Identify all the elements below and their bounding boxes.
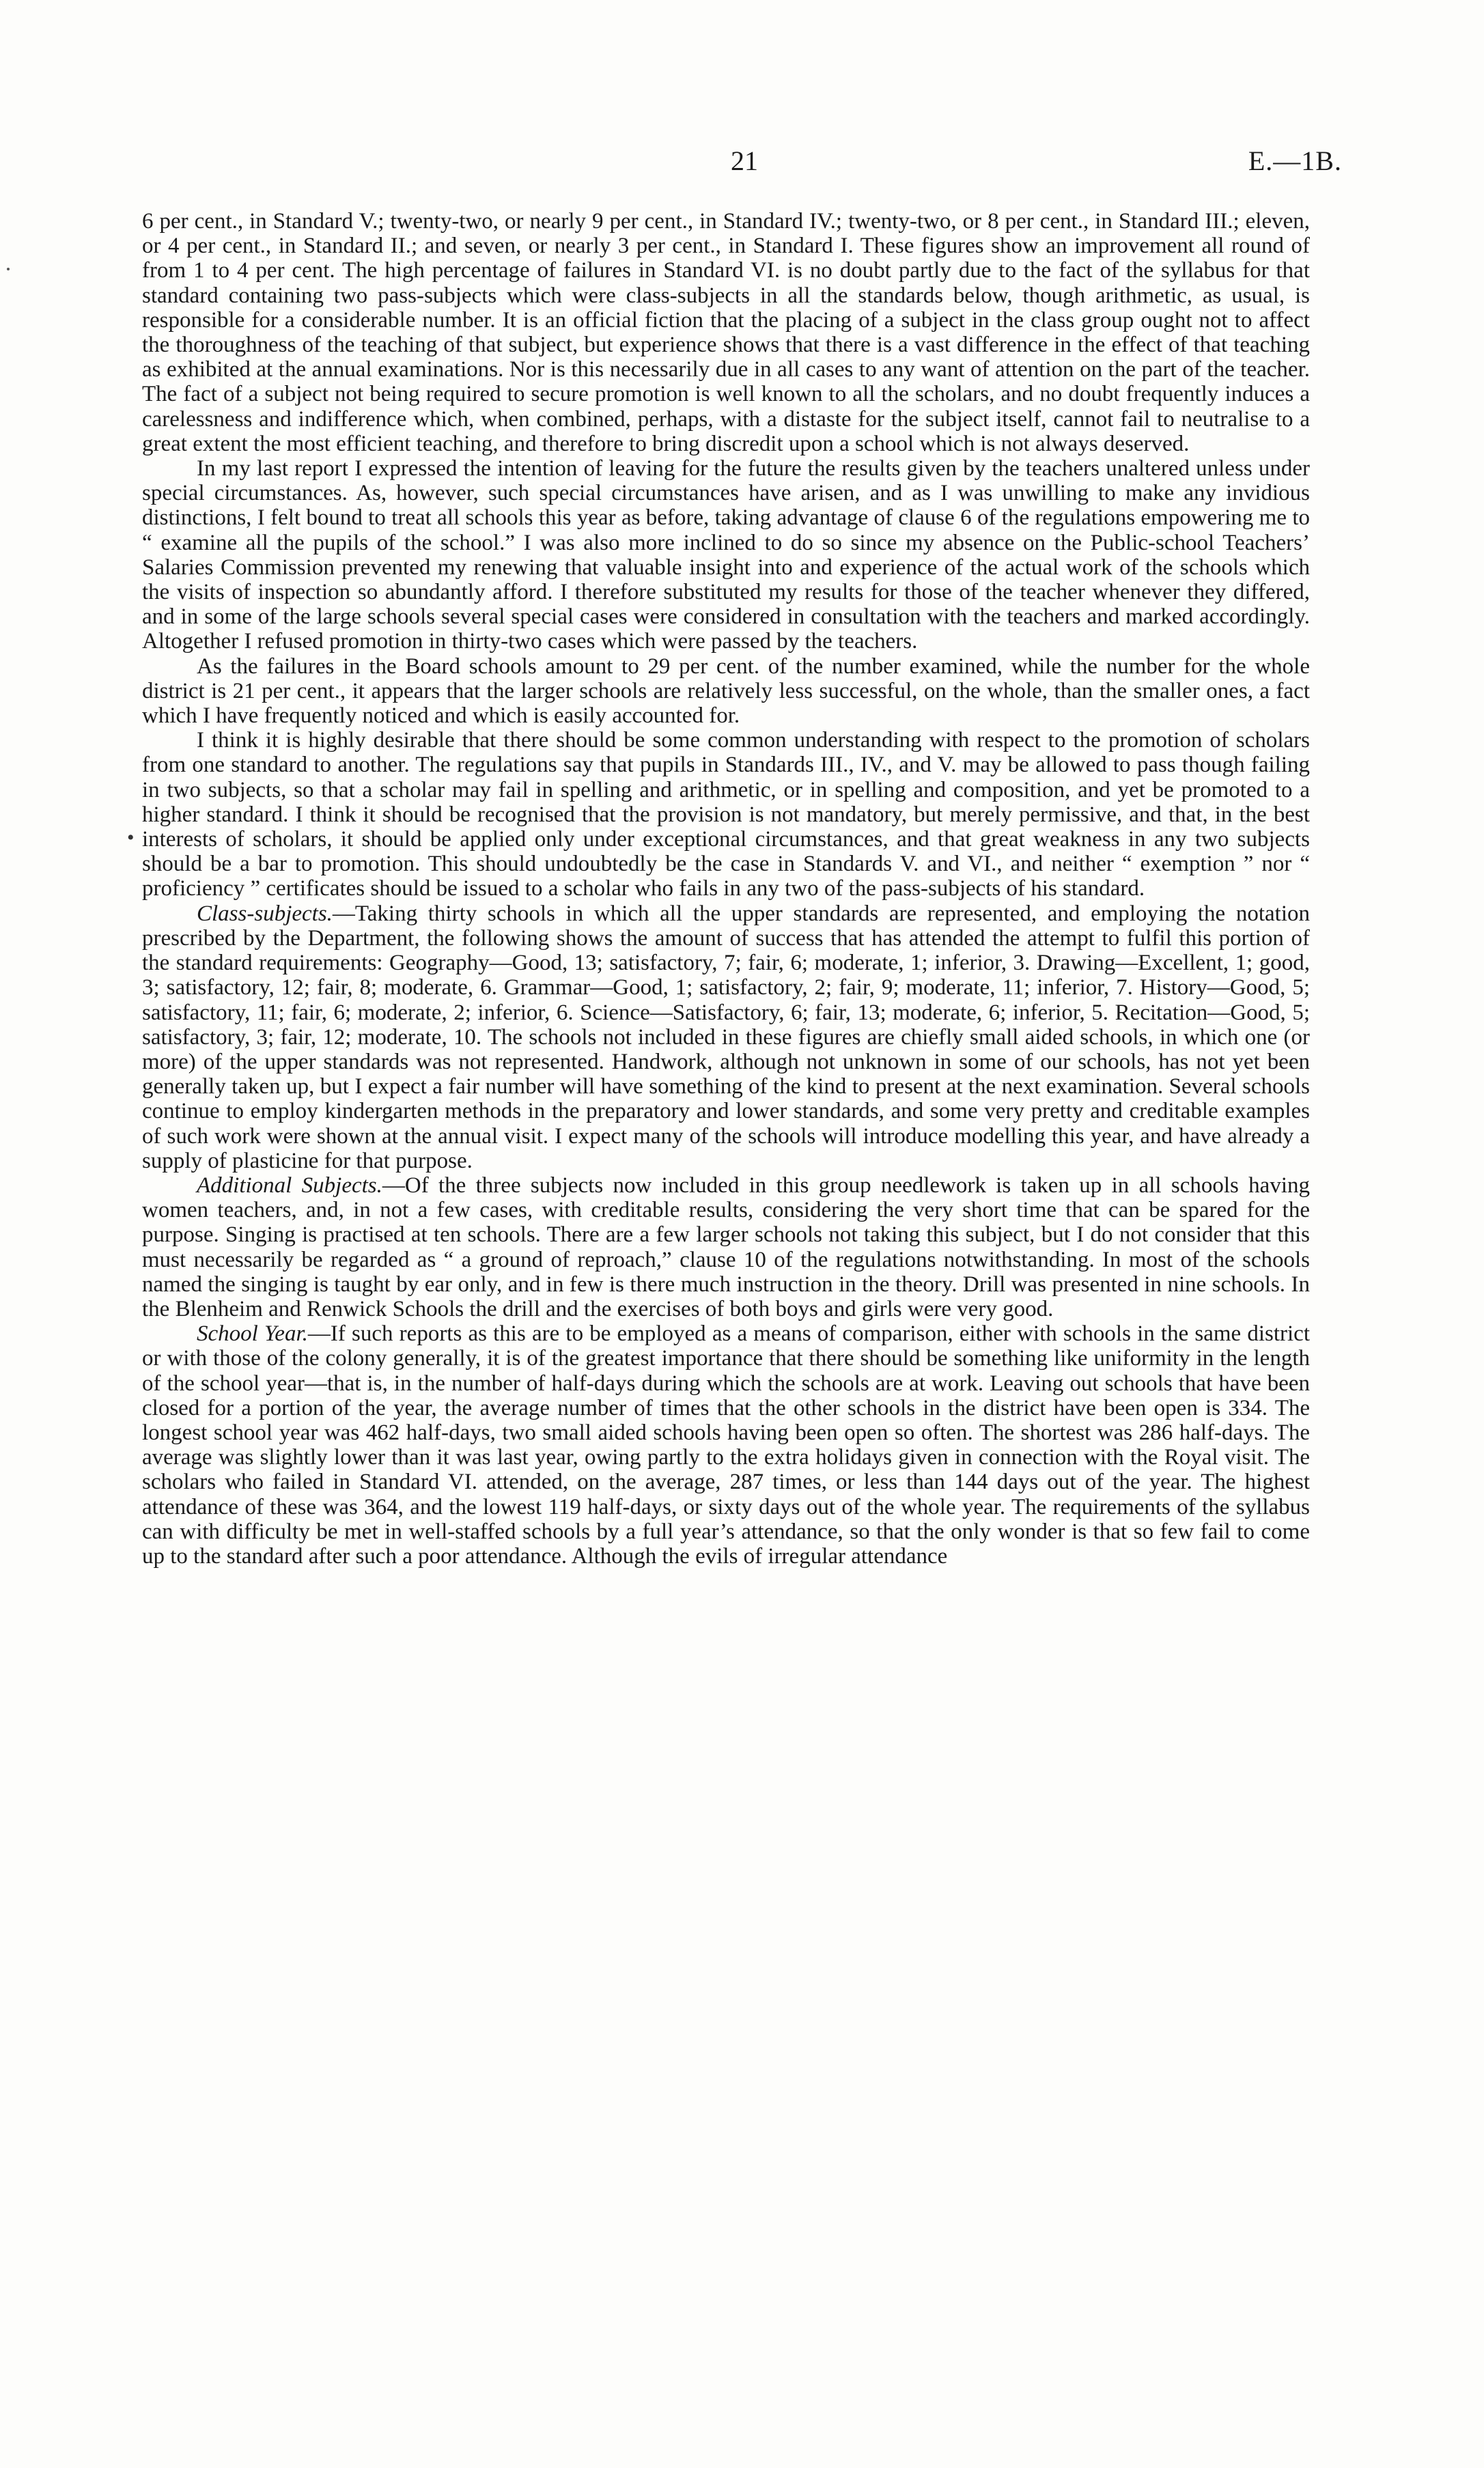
report-code: E.—1B.: [1248, 145, 1342, 176]
section-heading-class-subjects: Class-subjects.: [197, 901, 333, 926]
report-body: [142, 209, 1310, 1569]
paragraph-school-year: [142, 1321, 1310, 1569]
paragraph-text: As the failures in the Board schools amount to 29 per cent. of the number examined, while the number for the whole district is 21 per cent., it appears that the larger schools are relatively less successful, on the whole, than the smaller ones, a fact which I have frequently noticed and which is easily accounted for.: [142, 654, 1310, 729]
paragraph-text: In my last report I expressed the intention of leaving for the future the results given by the teachers unaltered unless under special circumstances. As, however, such special circumstances have arisen, and as I was unwilling to make any invidious distinctions, I felt bound to treat all schools this year as before, taking advantage of clause 6 of the regulations empowering me to “ examine all the pupils of the school.” I was also more inclined to do so since my absence on the Public-school Teachers’ Salaries Commission prevented my renewing that valuable insight into and experience of the actual work of the schools which the visits of inspection so abundantly afford. I therefore substituted my results for those of the teacher whenever they differed, and in some of the large schools several special cases were considered in consultation with the teachers and marked accordingly. Altogether I refused promotion in thirty-two cases which were passed by the teachers.: [142, 456, 1310, 654]
paragraph-standard-failures: [142, 209, 1310, 456]
scan-speck: [7, 268, 10, 270]
paragraph-text: I think it is highly desirable that there should be some common understanding with respect to the promotion of scholars from one standard to another. The regulations say that pupils in Standards III., IV., and V. may be allowed to pass though failing in two subjects, so that a scholar may fail in spelling and arithmetic, or in spelling and composition, and yet be promoted to a higher standard. I think it should be recognised that the provision is not mandatory, but merely permissive, and that, in the best interests of scholars, it should be applied only under exceptional circumstances, and that great weakness in any two subjects should be a bar to promotion. This should undoubtedly be the case in Standards V. and VI., and neither “ exemption ” nor “ proficiency ” certificates should be issued to a scholar who fails in any two of the pass-subjects of his standard.: [142, 728, 1310, 901]
paragraph-text: 6 per cent., in Standard V.; twenty-two, or nearly 9 per cent., in Standard IV.; twenty-two, or 8 per cent., in Standard III.; eleven, or 4 per cent., in Standard II.; and seven, or nearly 3 per cent., in Standard I. These figures show an improvement all round of from 1 to 4 per cent. The high percentage of failures in Standard VI. is no doubt partly due to the fact of the syllabus for that standard containing two pass-subjects which were class-subjects in all the standards below, though arithmetic, as usual, is responsible for a considerable number. It is an official fiction that the placing of a subject in the class group ought not to affect the thoroughness of the teaching of that subject, but experience shows that there is a vast difference in the effect of that teaching as exhibited at the annual examinations. Nor is this necessarily due in all cases to any want of attention on the part of the teacher. The fact of a subject not being required to secure promotion is well known to all the scholars, and no doubt frequently induces a carelessness and indifference which, when combined, perhaps, with a distaste for the subject itself, cannot fail to neutralise to a great extent the most efficient teaching, and therefore to bring discredit upon a school which is not always deserved.: [142, 209, 1310, 456]
paragraph-text: —If such reports as this are to be employed as a means of comparison, either with schools in the same district or with those of the colony generally, it is of the greatest importance that there should be something like uniformity in the length of the school year—that is, in the number of half-days during which the schools are at work. Leaving out schools that have been closed for a portion of the year, the average number of times that the other schools in the district have been open is 334. The longest school year was 462 half-days, two small aided schools having been open so often. The shortest was 286 half-days. The average was slightly lower than it was last year, owing partly to the extra holidays given in connection with the Royal visit. The scholars who failed in Standard VI. attended, on the average, 287 times, or less than 144 days out of the year. The highest attendance of these was 364, and the lowest 119 half-days, or sixty days out of the whole year. The requirements of the syllabus can with difficulty be met in well-staffed schools by a full year’s attendance, so that the only wonder is that so few fail to come up to the standard after such a poor attendance. Although the evils of irregular attendance: [142, 1321, 1310, 1569]
margin-mark: •: [127, 826, 135, 849]
section-heading-additional-subjects: Additional Subjects.: [197, 1173, 382, 1198]
section-heading-school-year: School Year.: [197, 1321, 308, 1347]
page-number: 21: [731, 145, 758, 176]
paragraph-additional-subjects: [142, 1173, 1310, 1321]
paragraph-class-subjects: [142, 901, 1310, 1173]
page-header: [0, 145, 1484, 186]
paragraph-text: —Taking thirty schools in which all the upper standards are represented, and employing the notation prescribed by the Department, the following shows the amount of success that has attended the attempt to fulfil this portion of the standard requirements: Geography—Good, 13; satisfactory, 7; fair, 6; moderate, 1; inferior, 3. Drawing—Excellent, 1; good, 3; satisfactory, 12; fair, 8; moderate, 6. Grammar—Good, 1; satisfactory, 2; fair, 9; moderate, 11; inferior, 7. History—Good, 5; satisfactory, 11; fair, 6; moderate, 2; inferior, 6. Science—Satisfactory, 6; fair, 13; moderate, 6; inferior, 5. Recitation—Good, 5; satisfactory, 3; fair, 12; moderate, 10. The schools not included in these figures are chiefly small aided schools, in which one (or more) of the upper standards was not represented. Handwork, although not unknown in some of our schools, has not yet been generally taken up, but I expect a fair number will have something of the kind to present at the next examination. Several schools continue to employ kindergarten methods in the preparatory and lower standards, and some very pretty and creditable examples of such work were shown at the annual visit. I expect many of the schools will introduce modelling this year, and have already a supply of plasticine for that purpose.: [142, 901, 1310, 1173]
paragraph-text: —Of the three subjects now included in this group needlework is taken up in all schools having women teachers, and, in not a few cases, with creditable results, considering the very short time that can be spared for the purpose. Singing is practised at ten schools. There are a few larger schools not taking this subject, but I do not consider that this must necessarily be regarded as “ a ground of reproach,” clause 10 of the regulations notwithstanding. In most of the schools named the singing is taught by ear only, and in few is there much instruction in the theory. Drill was presented in nine schools. In the Blenheim and Renwick Schools the drill and the exercises of both boys and girls were very good.: [142, 1173, 1310, 1321]
paragraph-last-report: [142, 456, 1310, 654]
paragraph-board-schools: [142, 654, 1310, 729]
paragraph-promotion: [142, 728, 1310, 901]
